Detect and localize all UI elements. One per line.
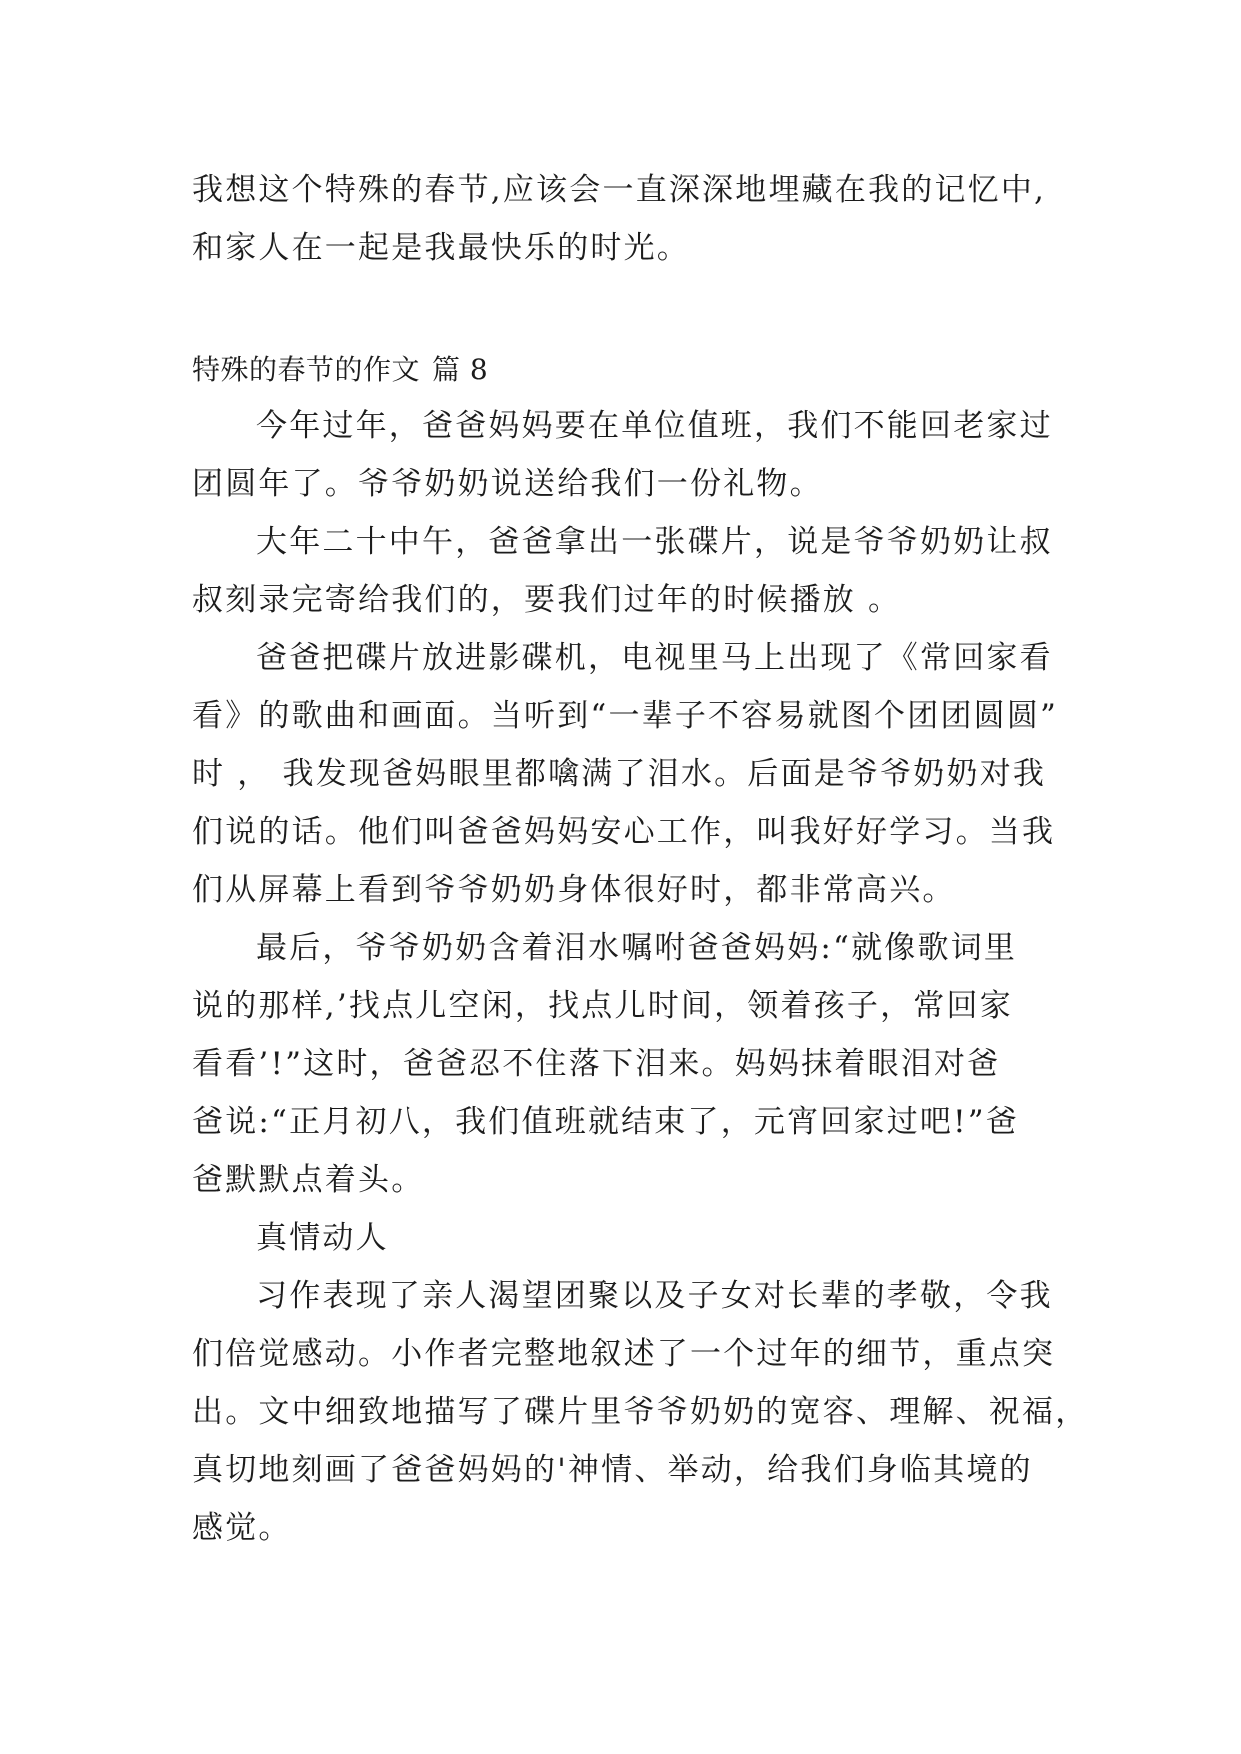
commentary-line-5: 感觉。 <box>192 1510 292 1546</box>
p3-line-5: 们从屏幕上看到爷爷奶奶身体很好时，都非常高兴。 <box>192 872 956 908</box>
commentary-line-1: 习作表现了亲人渴望团聚以及子女对长辈的孝敬，令我 <box>256 1278 1053 1314</box>
section-title: 特殊的春节的作文 <box>192 353 421 386</box>
p3-line-2: 看》的歌曲和画面。当听到“一辈子不容易就图个团团圆圆” <box>192 698 1059 734</box>
intro-line-2: 和家人在一起是我最快乐的时光。 <box>192 230 690 266</box>
p4-line-2: 说的那样,’找点儿空闲，找点儿时间，领着孩子，常回家 <box>192 988 1013 1024</box>
commentary-title: 真情动人 <box>256 1220 389 1256</box>
section-heading <box>192 348 488 392</box>
p2-line-2: 叔刻录完寄给我们的，要我们过年的时候播放 。 <box>192 582 902 618</box>
p3-line-3: 时 ， 我发现爸妈眼里都噙满了泪水。后面是爷爷奶奶对我 <box>192 756 1047 792</box>
commentary-line-3: 出。文中细致地描写了碟片里爷爷奶奶的宽容、理解、祝福， <box>192 1394 1089 1430</box>
p4-line-4: 爸说:“正月初八，我们值班就结束了，元宵回家过吧!”爸 <box>192 1104 1019 1140</box>
p1-line-2: 团圆年了。爷爷奶奶说送给我们一份礼物。 <box>192 466 823 502</box>
commentary-line-2: 们倍觉感动。小作者完整地叙述了一个过年的细节，重点突 <box>192 1336 1056 1372</box>
p4-line-3: 看看’!”这时，爸爸忍不住落下泪来。妈妈抹着眼泪对爸 <box>192 1046 1001 1082</box>
intro-line-1: 我想这个特殊的春节,应该会一直深深地埋藏在我的记忆中, <box>192 172 1047 208</box>
p4-line-5: 爸默默点着头。 <box>192 1162 425 1198</box>
p2-line-1: 大年二十中午，爸爸拿出一张碟片，说是爷爷奶奶让叔 <box>256 524 1053 560</box>
p4-line-1: 最后，爷爷奶奶含着泪水嘱咐爸爸妈妈:“就像歌词里 <box>256 930 1018 966</box>
p3-line-1: 爸爸把碟片放进影碟机，电视里马上出现了《常回家看 <box>256 640 1053 676</box>
p1-line-1: 今年过年，爸爸妈妈要在单位值班，我们不能回老家过 <box>256 408 1053 444</box>
commentary-line-4: 真切地刻画了爸爸妈妈的'神情、举动，给我们身临其境的 <box>192 1452 1033 1488</box>
section-number: 篇 8 <box>432 353 489 386</box>
p3-line-4: 们说的话。他们叫爸爸妈妈安心工作，叫我好好学习。当我 <box>192 814 1056 850</box>
